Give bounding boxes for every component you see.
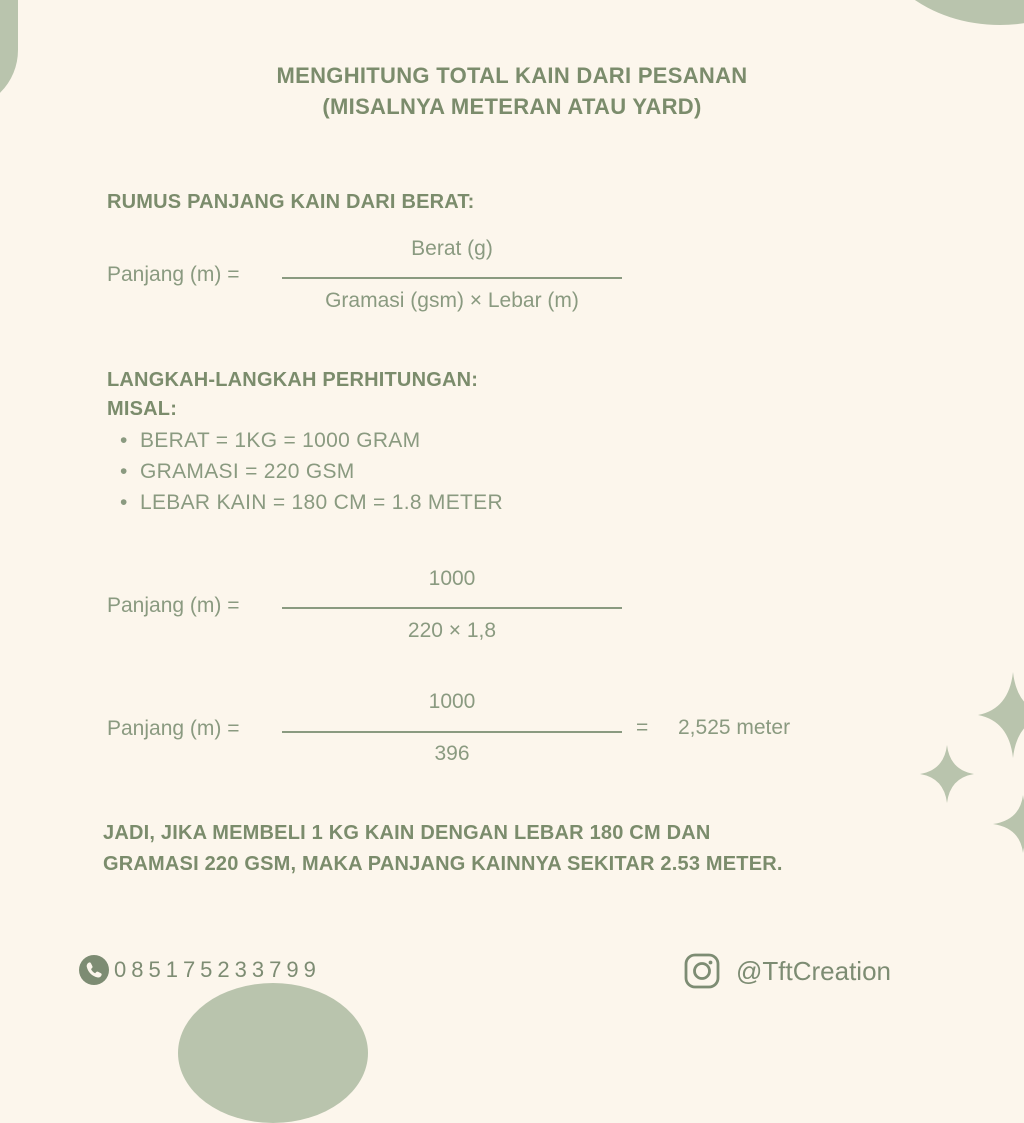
conclusion <box>103 818 783 880</box>
calc1-fraction-line <box>282 607 622 609</box>
calc2-equals: = <box>636 716 649 739</box>
calc1-numerator: 1000 <box>428 567 476 590</box>
list-item: • LEBAR KAIN = 180 CM = 1.8 METER <box>114 487 503 518</box>
sparkle-icon <box>978 672 1024 758</box>
conclusion-line-2: GRAMASI 220 GSM, MAKA PANJANG KAINNYA SEKITAR 2.53 METER. <box>103 853 783 875</box>
calc2-fraction-line <box>282 731 622 733</box>
list-item: • GRAMASI = 220 GSM <box>114 456 503 487</box>
phone-icon <box>78 954 110 986</box>
formula-denominator: Gramasi (gsm) × Lebar (m) <box>325 289 579 312</box>
instagram-icon <box>684 953 720 989</box>
instagram-handle: @TftCreation <box>736 955 891 986</box>
calc2-result: 2,525 meter <box>678 716 791 739</box>
formula-numerator: Berat (g) <box>411 237 493 260</box>
title-line-2: (MISALNYA METERAN ATAU YARD) <box>322 94 702 119</box>
bottom-blob <box>178 983 368 1123</box>
calc1-denominator: 220 × 1,8 <box>407 619 497 642</box>
formula-lhs: Panjang (m) = <box>107 263 240 286</box>
formula-heading: RUMUS PANJANG KAIN DARI BERAT: <box>107 191 475 213</box>
steps-heading: LANGKAH-LANGKAH PERHITUNGAN: <box>107 369 479 391</box>
example-list <box>114 425 503 518</box>
phone-contact[interactable] <box>78 954 321 986</box>
list-item: • BERAT = 1KG = 1000 GRAM <box>114 425 503 456</box>
calc2-lhs: Panjang (m) = <box>107 717 240 740</box>
formula-fraction-line <box>282 277 622 279</box>
instagram-contact[interactable] <box>684 953 891 989</box>
title-line-1: MENGHITUNG TOTAL KAIN DARI PESANAN <box>276 63 748 88</box>
top-right-blob <box>870 0 1024 25</box>
sparkle-icon <box>993 795 1024 853</box>
calc1-lhs: Panjang (m) = <box>107 594 240 617</box>
example-label: MISAL: <box>107 398 178 420</box>
phone-number: 085175233799 <box>114 957 321 982</box>
page-title <box>0 60 1024 122</box>
calc2-denominator: 396 <box>434 742 470 765</box>
sparkle-icon <box>920 745 974 803</box>
calc2-numerator: 1000 <box>428 690 476 713</box>
conclusion-line-1: JADI, JIKA MEMBELI 1 KG KAIN DENGAN LEBAR 180 CM DAN <box>103 822 711 844</box>
